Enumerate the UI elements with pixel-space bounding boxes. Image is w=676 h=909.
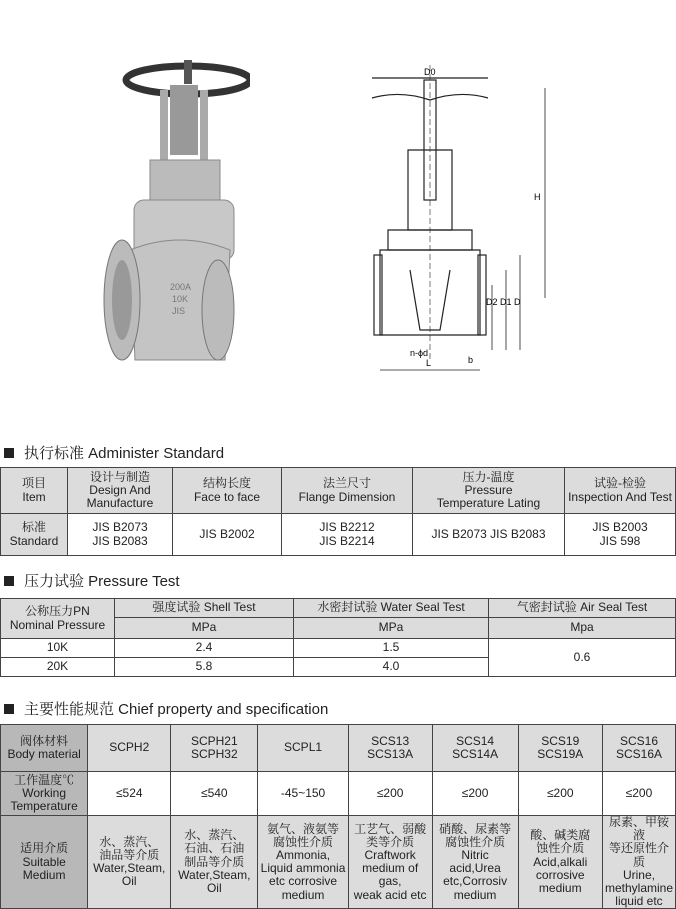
- cell-line: Craftwork: [364, 847, 416, 862]
- table-cell: [348, 816, 432, 909]
- cell-line: Face to face: [193, 489, 261, 504]
- cell-line: 尿素、甲铵液: [608, 815, 669, 843]
- cell-line: 适用介质: [20, 841, 69, 856]
- table-cell: [348, 725, 432, 772]
- table-cell: [1, 514, 68, 556]
- temp-cell: ≤200: [348, 772, 432, 816]
- label-d0: D0: [424, 67, 436, 77]
- cell-line: 类等介质: [366, 834, 415, 849]
- pressure-table: [0, 598, 676, 677]
- table-row: 10K 2.4 1.5 0.6: [1, 639, 676, 658]
- cell-line: medium: [281, 887, 325, 902]
- cell-line: Water,Steam,: [93, 861, 166, 876]
- label-b: b: [468, 355, 474, 365]
- cell-line: 压力-温度: [462, 469, 515, 484]
- temp-cell: ≤200: [602, 772, 675, 816]
- cell-line: Suitable: [22, 854, 66, 869]
- table-cell: [258, 816, 348, 909]
- gate-valve-photo: [100, 50, 250, 370]
- cell-line: 设计与制造: [89, 469, 150, 484]
- cell-line: methylamine: [604, 880, 673, 895]
- cell-line: 制品等介质: [184, 854, 245, 869]
- table-cell: [565, 468, 676, 514]
- cell-line: JIS 598: [599, 533, 641, 548]
- cell-line: 项目: [21, 476, 46, 491]
- unit: Mpa: [489, 618, 676, 639]
- label-l: L: [426, 358, 432, 368]
- table-cell: [282, 468, 413, 514]
- cell-line: JIS B2212: [319, 520, 375, 535]
- cell-line: Temperature Lating: [436, 496, 541, 511]
- cell-line: etc,Corrosiv: [443, 874, 508, 889]
- heading-text: 主要性能规范 Chief property and specification: [24, 701, 329, 718]
- cell-line: 工艺气、弱酸: [354, 821, 427, 836]
- table-cell: [1, 816, 88, 909]
- cell-line: Inspection And Test: [568, 489, 672, 504]
- table-cell: [68, 514, 173, 556]
- table-cell: [518, 816, 602, 909]
- cell-line: Nitric acid,Urea: [449, 847, 501, 876]
- cell-line: SCS19: [541, 733, 580, 748]
- section-heading-pressure: [4, 570, 180, 591]
- cell-line: 结构长度: [202, 476, 251, 491]
- label-d1: D1: [500, 297, 512, 307]
- spec-table: [0, 724, 676, 909]
- cell-line: JIS B2214: [319, 533, 375, 548]
- cell-line: Water,Steam,: [178, 867, 251, 882]
- table-cell: [1, 725, 88, 772]
- shell-test-header: 强度试验 Shell Test: [115, 599, 294, 618]
- table-row: 20K 5.8 4.0: [1, 658, 676, 677]
- cell-line: Design And: [89, 482, 151, 497]
- cell-line: 等还原性介质: [608, 841, 669, 869]
- cell-line: Temperature: [10, 799, 78, 814]
- cell-line: JIS B2073: [92, 520, 148, 535]
- temp-cell: ≤524: [88, 772, 171, 816]
- cell-line: JIS B2083: [92, 533, 148, 548]
- svg-text:JIS: JIS: [172, 306, 186, 316]
- table-cell: [282, 514, 413, 556]
- cell-line: SCS13: [371, 733, 410, 748]
- table-cell: [68, 468, 173, 514]
- dimension-drawing: [360, 60, 560, 380]
- temp-cell: ≤540: [171, 772, 258, 816]
- cell-line: JIS B2002: [199, 526, 255, 541]
- cell-line: 氨气、液氨等: [267, 821, 340, 836]
- cell-line: SCPL1: [284, 740, 323, 755]
- cell-line: Urine,: [622, 867, 655, 882]
- cell-line: 水、蒸汽、: [99, 834, 160, 849]
- label-h: H: [534, 192, 541, 202]
- table-cell: [171, 816, 258, 909]
- cell-line: JIS B2073 JIS B2083: [431, 526, 546, 541]
- cell-line: 酸、碱类腐: [530, 828, 591, 843]
- heading-text: 执行标准 Administer Standard: [24, 445, 225, 462]
- cell-line: 试验-检验: [594, 476, 646, 491]
- cell-line: SCS16: [619, 733, 658, 748]
- nominal-header: 公称压力PN Nominal Pressure: [1, 599, 115, 639]
- cell-line: SCS19A: [537, 747, 584, 761]
- standard-table: [0, 467, 676, 556]
- table-cell: [1, 468, 68, 514]
- temp-cell: -45~150: [258, 772, 348, 816]
- cell-line: SCS16A: [615, 747, 662, 761]
- cell-line: 蚀性介质: [536, 841, 585, 856]
- table-cell: [88, 816, 171, 909]
- temp-cell: ≤200: [518, 772, 602, 816]
- table-cell: [413, 468, 565, 514]
- cell-line: 硝酸、尿素等: [439, 821, 512, 836]
- heading-text: 压力试验 Pressure Test: [24, 573, 180, 590]
- cell-line: medium: [453, 887, 497, 902]
- table-cell: [518, 725, 602, 772]
- cell-line: SCPH2: [109, 740, 150, 755]
- cell-line: SCS13A: [367, 747, 414, 761]
- table-cell: [1, 772, 88, 816]
- table-cell: [565, 514, 676, 556]
- table-cell: [432, 725, 518, 772]
- cell-line: Oil: [121, 874, 137, 889]
- cell-line: Standard: [9, 533, 59, 548]
- table-cell: [602, 725, 675, 772]
- table-cell: [88, 725, 171, 772]
- air-seal-value: 0.6: [489, 639, 676, 677]
- cell-line: SCS14: [456, 733, 495, 748]
- unit: MPa: [115, 618, 294, 639]
- table-cell: [258, 725, 348, 772]
- unit: MPa: [294, 618, 489, 639]
- cell-line: medium: [538, 880, 582, 895]
- temp-cell: ≤200: [432, 772, 518, 816]
- cell-line: Working: [22, 785, 67, 800]
- cell-line: JIS B2003: [592, 520, 648, 535]
- cell-line: Flange Dimension: [298, 489, 396, 504]
- svg-text:200A: 200A: [170, 282, 192, 292]
- cell-line: Item: [22, 489, 46, 504]
- cell-line: Ammonia,: [276, 847, 331, 862]
- water-seal-header: 水密封试验 Water Seal Test: [294, 599, 489, 618]
- cell-line: 工作温度℃: [14, 772, 75, 787]
- cell-line: 阀体材料: [20, 733, 69, 748]
- cell-line: corrosive: [535, 867, 585, 882]
- table-cell: [413, 514, 565, 556]
- label-nd: n-ϕd: [410, 348, 429, 358]
- table-cell: [173, 468, 282, 514]
- table-cell: [171, 725, 258, 772]
- cell-line: Manufacture: [86, 496, 154, 511]
- table-cell: [432, 816, 518, 909]
- cell-line: 石油、石油: [184, 841, 245, 856]
- cell-line: etc corrosive: [269, 874, 338, 889]
- cell-line: Liquid ammonia: [260, 861, 346, 876]
- section-heading-spec: [4, 698, 328, 719]
- air-seal-header: 气密封试验 Air Seal Test: [489, 599, 676, 618]
- table-cell: [173, 514, 282, 556]
- cell-line: Pressure: [464, 482, 513, 497]
- cell-line: 标准: [21, 520, 46, 535]
- cell-line: 油品等介质: [99, 847, 160, 862]
- cell-line: SCS14A: [452, 747, 499, 761]
- cell-line: 水、蒸汽、: [184, 828, 245, 843]
- cell-line: liquid etc: [615, 894, 663, 909]
- cell-line: SCPH32: [190, 747, 238, 761]
- label-d2: D2: [486, 297, 498, 307]
- label-d: D: [514, 297, 521, 307]
- cell-line: Oil: [206, 880, 222, 895]
- cell-line: weak acid etc: [353, 887, 427, 902]
- svg-text:10K: 10K: [172, 294, 189, 304]
- cell-line: 腐蚀性介质: [273, 834, 334, 849]
- cell-line: 腐蚀性介质: [445, 834, 506, 849]
- cell-line: 法兰尺寸: [322, 476, 371, 491]
- cell-line: SCPH21: [190, 733, 238, 748]
- cell-line: Medium: [22, 867, 66, 882]
- section-heading-standard: [4, 442, 224, 463]
- cell-line: medium of gas,: [362, 861, 419, 889]
- cell-line: Body material: [7, 747, 81, 761]
- cell-line: Acid,alkali: [533, 854, 588, 869]
- table-cell: [602, 816, 675, 909]
